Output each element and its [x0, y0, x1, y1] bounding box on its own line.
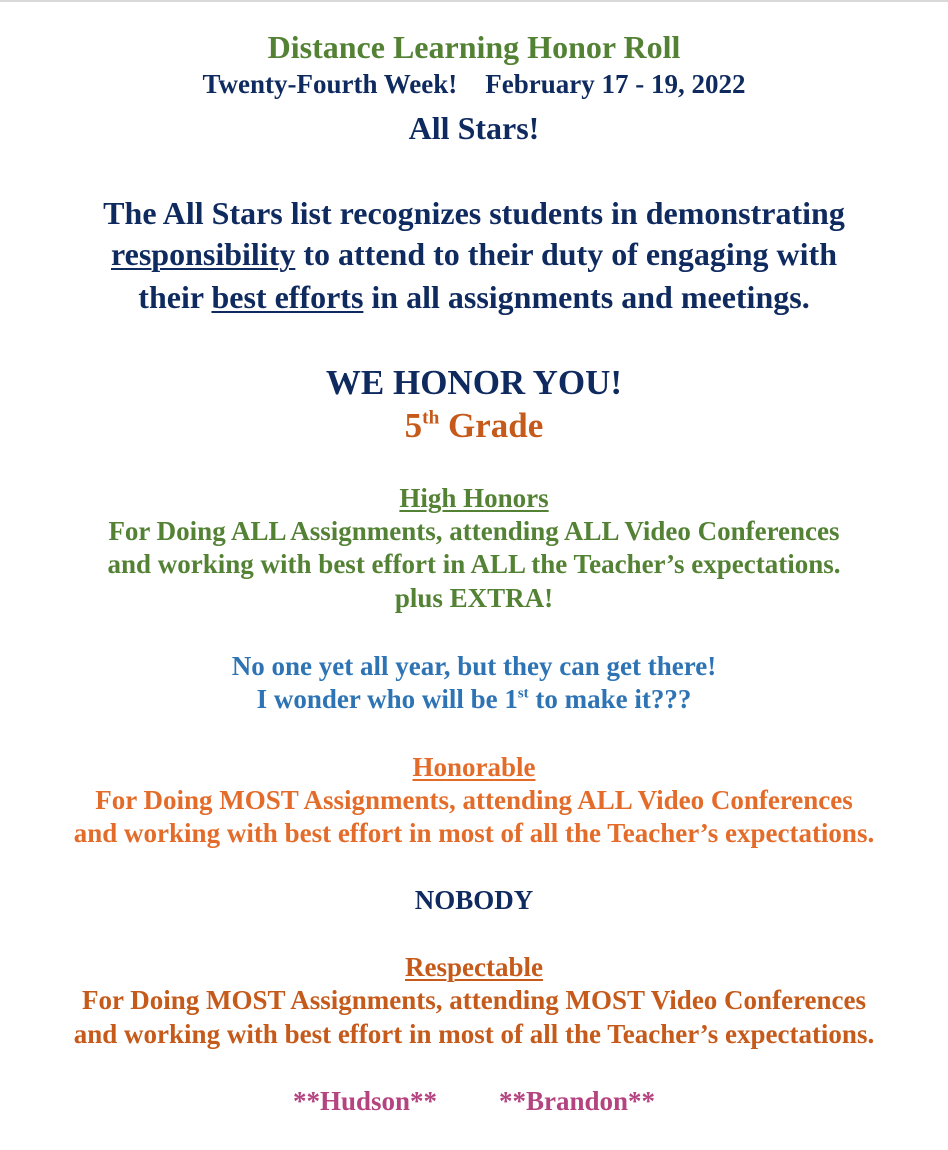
honorable-section [0, 754, 948, 781]
ordinal-suffix: st [517, 685, 529, 702]
respectable-line-2: and working with best effort in most of all the Teacher’s expectations. [73, 1019, 875, 1049]
intro-line-1: The All Stars list recognizes students in demonstrating [103, 195, 845, 231]
we-honor-you-heading: WE HONOR YOU! [325, 363, 623, 402]
nobody-yet-line-1: No one yet all year, but they can get there! [231, 651, 717, 681]
grade-number: 5 [404, 406, 423, 445]
intro-line-3-rest: in all assignments and meetings. [363, 279, 810, 315]
nobody-yet-line-2-start: I wonder who will be 1 [256, 684, 518, 714]
honorable-result: NOBODY [414, 885, 534, 915]
responsibility-text: responsibility [111, 236, 296, 272]
respectable-line-1: For Doing MOST Assignments, attending MOST Video Conferences [81, 985, 867, 1015]
honorable-line-2: and working with best effort in most of all the Teacher’s expectations. [73, 818, 875, 848]
best-efforts-text: best efforts [211, 279, 364, 315]
all-stars-heading: All Stars! [408, 110, 540, 146]
week-and-dates [0, 71, 948, 98]
nobody-yet-line-2 [0, 686, 948, 713]
document-title: Distance Learning Honor Roll [267, 29, 681, 65]
honorable-line-1: For Doing MOST Assignments, attending ALL Video Conferences [95, 785, 853, 815]
student-name: **Hudson** [292, 1086, 437, 1116]
intro-line-2-rest: to attend to their duty of engaging with [295, 236, 837, 272]
grade-word: Grade [439, 406, 544, 445]
student-list [0, 1088, 948, 1115]
week-label: Twenty-Fourth Week! [202, 69, 458, 99]
nobody-yet-line-2-end: to make it??? [528, 684, 692, 714]
high-honors-line-2: and working with best effort in ALL the Teacher’s expectations. [107, 549, 841, 579]
respectable-section [0, 954, 948, 981]
grade-suffix: th [422, 407, 440, 429]
high-honors-line-3: plus EXTRA! [394, 583, 554, 613]
grade-heading [0, 408, 948, 443]
intro-line-3 [0, 281, 948, 313]
student-name: **Brandon** [499, 1086, 656, 1116]
high-honors-heading: High Honors [399, 483, 549, 513]
top-divider [0, 0, 948, 2]
high-honors-line-1: For Doing ALL Assignments, attending ALL Video Conferences [108, 516, 840, 546]
date-range: February 17 - 19, 2022 [485, 69, 746, 99]
high-honors-section [0, 485, 948, 512]
intro-line-2 [0, 238, 948, 270]
respectable-heading: Respectable [405, 952, 543, 982]
intro-line-3-start: their [138, 279, 212, 315]
honorable-heading: Honorable [412, 752, 536, 782]
